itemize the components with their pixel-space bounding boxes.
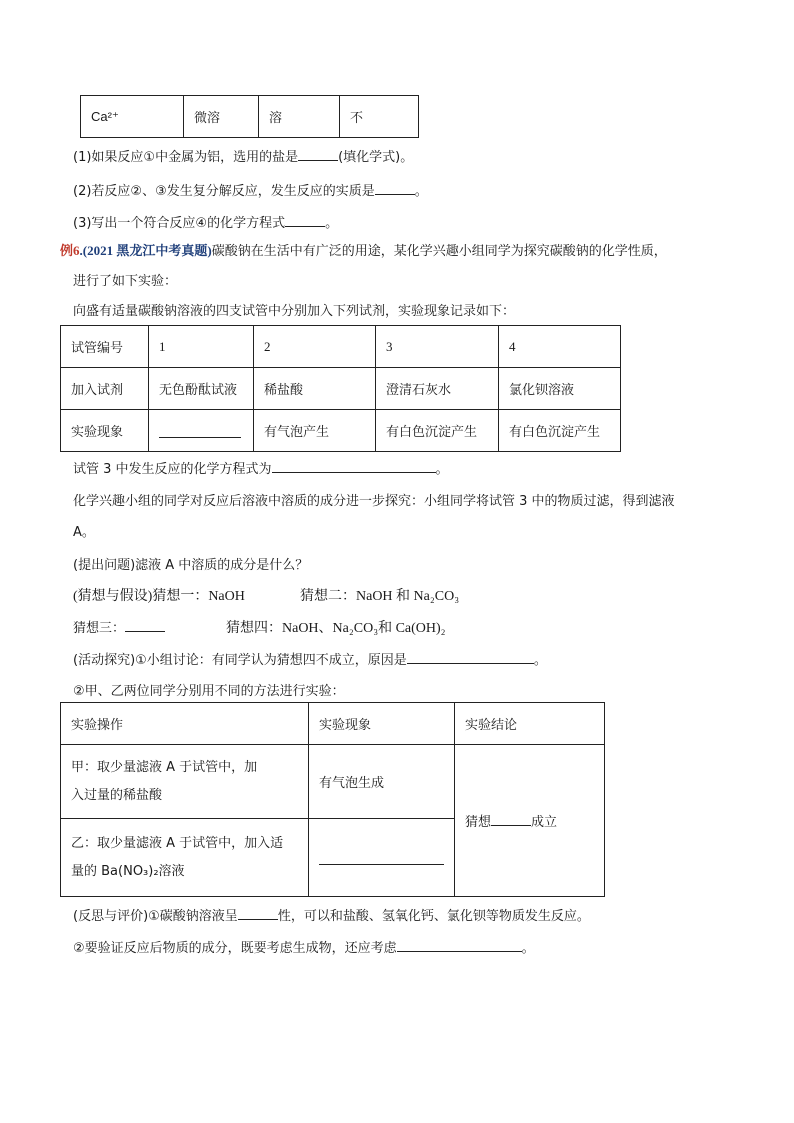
paragraph-line-2: A。: [73, 525, 95, 540]
question-1: (1)如果反应①中金属为铝，选用的盐是 (填化学式)。: [73, 146, 413, 165]
reflection-2: ②要验证反应后物质的成分，既要考虑生成物，还应考虑 。: [73, 937, 535, 956]
table-cell: 稀盐酸: [254, 368, 376, 410]
example-heading: 例6.(2021 黑龙江中考真题)碳酸钠在生活中有广泛的用途，某化学兴趣小组同学为探究碳酸钠的化学性质，: [60, 243, 667, 259]
answer-blank[interactable]: [407, 649, 534, 664]
activity-1: (活动探究)①小组讨论：有同学认为猜想四不成立，原因是 。: [73, 649, 547, 668]
table-cell: 有白色沉淀产生: [499, 410, 621, 452]
intro-text: 向盛有适量碳酸钠溶液的四支试管中分别加入下列试剂，实验现象记录如下：: [73, 304, 516, 319]
hypothesis-2: 猜想二：NaOH 和 Na₂CO₃: [300, 589, 460, 604]
table-cell: 加入试剂: [61, 368, 149, 410]
activity-2: ②甲、乙两位同学分别用不同的方法进行实验：: [73, 684, 345, 699]
hypothesis-3: 猜想三：: [73, 617, 165, 636]
answer-blank[interactable]: [298, 146, 338, 161]
answer-blank[interactable]: [319, 850, 444, 865]
answer-blank[interactable]: [397, 937, 522, 952]
table-cell: 乙：取少量滤液 A 于试管中，加入适 量的 Ba(NO₃)₂溶液: [61, 819, 309, 897]
ion-cell: Ca²⁺: [81, 96, 184, 138]
answer-blank[interactable]: [375, 180, 415, 195]
reflection-1: (反思与评价)①碳酸钠溶液呈 性，可以和盐酸、氢氧化钙、氯化钡等物质发生反应。: [73, 905, 590, 924]
table-cell: 1: [149, 326, 254, 368]
paragraph-line-1: 化学兴趣小组的同学对反应后溶液中溶质的成分进一步探究：小组同学将试管 3 中的物质过滤，得到滤液: [73, 494, 675, 509]
table-row: [61, 745, 605, 819]
answer-blank[interactable]: [285, 212, 325, 227]
table-cell: 甲：取少量滤液 A 于试管中，加 入过量的稀盐酸: [61, 745, 309, 819]
equation-line: 试管 3 中发生反应的化学方程式为 。: [73, 458, 449, 477]
example-source: (2021 黑龙江中考真题): [82, 243, 212, 258]
table-row: [61, 326, 621, 368]
question-2: (2)若反应②、③发生复分解反应，发生反应的实质是 。: [73, 180, 428, 199]
table-cell: [149, 410, 254, 452]
table-row: [61, 410, 621, 452]
table-cell: 氯化钡溶液: [499, 368, 621, 410]
table-cell: 试管编号: [61, 326, 149, 368]
solubility-cell: 溶: [259, 96, 340, 138]
answer-blank[interactable]: [491, 811, 531, 826]
table-header: 实验结论: [455, 703, 605, 745]
table-row: [61, 368, 621, 410]
procedure-table: [60, 702, 605, 897]
example-label: 例6: [60, 243, 80, 258]
table-cell: 有白色沉淀产生: [376, 410, 499, 452]
table-cell: 无色酚酞试液: [149, 368, 254, 410]
table-cell: 有气泡产生: [254, 410, 376, 452]
table-cell: 4: [499, 326, 621, 368]
question-text: (提出问题)滤液 A 中溶质的成分是什么？: [73, 558, 309, 573]
answer-blank[interactable]: [125, 617, 165, 632]
table-cell: 猜想 成立: [455, 745, 605, 897]
hypothesis-1: (猜想与假设)猜想一：NaOH: [73, 589, 245, 604]
table-cell: 澄清石灰水: [376, 368, 499, 410]
answer-blank[interactable]: [272, 458, 436, 473]
solubility-cell: 微溶: [184, 96, 259, 138]
question-3: (3)写出一个符合反应④的化学方程式 。: [73, 212, 338, 231]
table-header: 实验操作: [61, 703, 309, 745]
table-cell: 实验现象: [61, 410, 149, 452]
example-text: 碳酸钠在生活中有广泛的用途，某化学兴趣小组同学为探究碳酸钠的化学性质，: [211, 244, 667, 259]
experiment-table: [60, 325, 621, 452]
table-cell: 3: [376, 326, 499, 368]
hypothesis-4: 猜想四：NaOH、Na₂CO₃和 Ca(OH)₂: [226, 621, 446, 636]
example-text-2: 进行了如下实验：: [73, 274, 178, 289]
table-row: [61, 703, 605, 745]
answer-blank[interactable]: [238, 905, 278, 920]
answer-blank[interactable]: [159, 423, 241, 438]
table-cell: 2: [254, 326, 376, 368]
table-cell: [309, 819, 455, 897]
table-cell: 有气泡生成: [309, 745, 455, 819]
solubility-table: [80, 95, 419, 138]
table-header: 实验现象: [309, 703, 455, 745]
solubility-cell: 不: [340, 96, 419, 138]
